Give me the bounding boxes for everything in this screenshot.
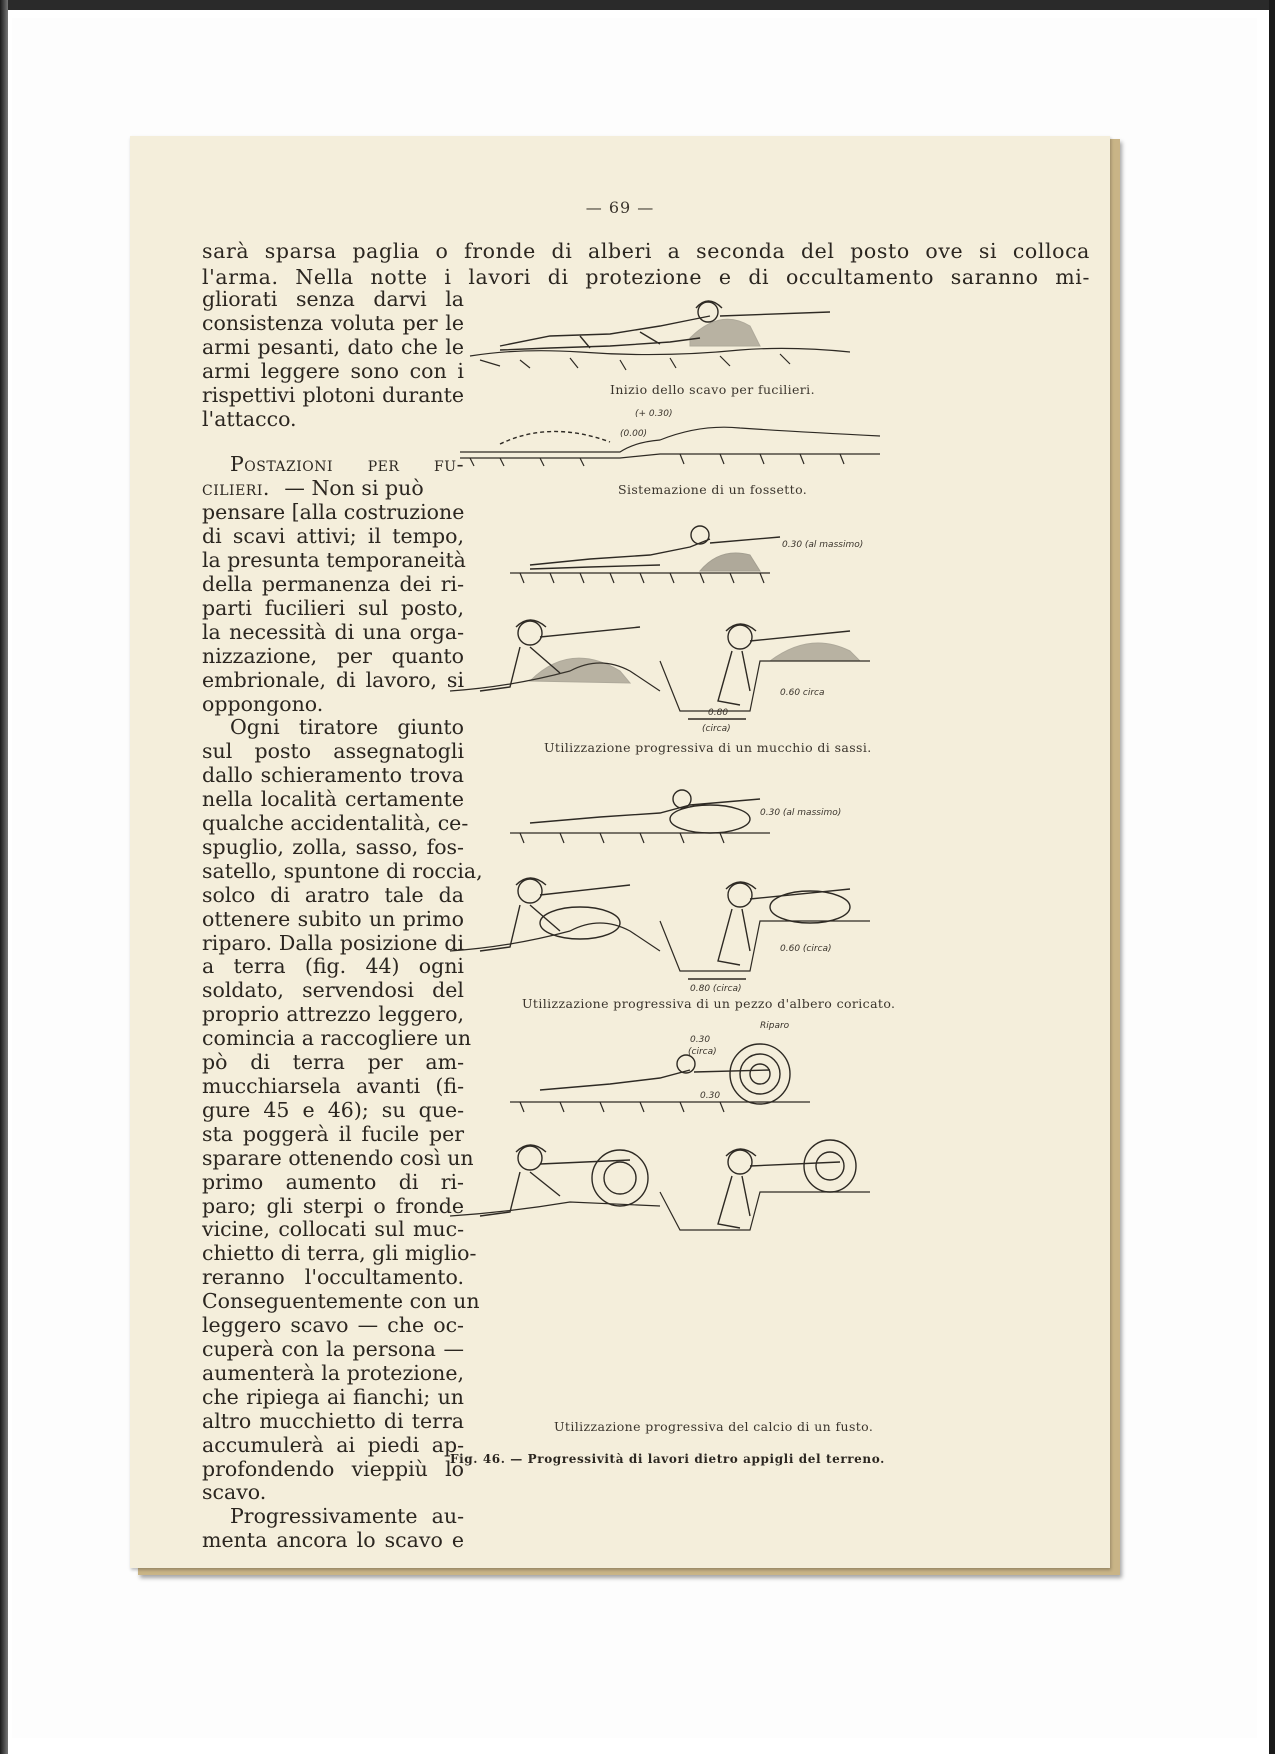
text-line: la necessità di una orga- [202,619,464,644]
figure-stones-progressive [450,591,870,741]
figure-prone-mound [510,511,870,591]
text-line: consistenza voluta per le [202,310,464,335]
text-line: pò di terra per am- [202,1050,464,1075]
text-line: parti fucilieri sul posto, [202,595,464,620]
text-line: aumenterà la protezione, [202,1360,464,1385]
text-line: Progressivamente au- [230,1504,464,1529]
text-line: satello, spuntone di roccia, [202,858,483,883]
text-line: solco di aratro tale da [202,882,464,907]
annotation: 0.30 (al massimo) [760,808,842,818]
text-line: profondendo vieppiù lo [202,1456,464,1481]
text-line: proprio attrezzo leggero, [202,1002,464,1027]
left-text-column [202,287,483,1553]
annotation: (0.00) [620,429,648,439]
text-line: vicine, collocati sul muc- [202,1217,464,1242]
text-line: a terra (fig. 44) ogni [202,954,464,979]
annotation: 0.30 [700,1091,721,1101]
figure-caption: Sistemazione di un fossetto. [618,482,808,497]
text-line: qualche accidentalità, ce- [202,811,469,836]
scanner-edge-left [0,0,8,1754]
text-line: riparo. Dalla posizione di [202,930,464,955]
text-line: l'arma. Nella notte i lavori di protezione e di occultamento saranno mi- [202,265,1090,289]
annotation: 0.30 [690,1035,711,1045]
text-line: la presunta temporaneità [202,548,466,573]
text-line: comincia a raccogliere un [202,1026,472,1051]
text-line: embrionale, di lavoro, si [202,667,464,692]
text-line: armi leggere sono con i [202,358,464,383]
text-line: dallo schieramento trova [202,763,464,788]
text-line: mucchiarsela avanti (fi- [202,1074,464,1098]
section-heading-cont: cilieri. [202,476,270,501]
text-line: accumulerà ai piedi ap- [202,1432,464,1457]
section-heading: Postazioni per fu- [230,452,464,477]
text-line: spuglio, zolla, sasso, fos- [202,834,464,859]
text-line: leggero scavo — che oc- [202,1313,464,1338]
figure-caption: Utilizzazione progressiva di un pezzo d'albero coricato. [522,996,896,1011]
scanner-edge-right [1269,0,1275,1754]
text-line: gliorati senza darvi la [202,287,464,311]
text-line: oppongono. [202,691,324,716]
full-width-text [202,238,1090,290]
text-line: l'attacco. [202,406,297,431]
scanner-edge-top [0,0,1275,10]
text-line: pensare [alla costruzione [202,500,465,525]
text-line: — Non si può [284,476,424,501]
page-number: — 69 — [585,198,655,217]
book-page [130,136,1110,1568]
text-line: cuperà con la persona — [202,1336,464,1361]
figure-prone-stump [510,1016,870,1126]
text-line: sul posto assegnatogli [202,739,464,764]
text-line: soldato, servendosi del [202,978,464,1003]
text-line: chietto di terra, gli miglio- [202,1241,477,1266]
text-line: sparare ottenendo così un [202,1145,474,1170]
text-line: menta ancora lo scavo e [202,1528,464,1553]
text-line: Conseguentemente con un [202,1289,480,1314]
figure-prone-digging [460,286,860,386]
figure-caption: Utilizzazione progressiva del calcio di un fusto. [554,1419,874,1434]
annotation: (circa) [688,1047,717,1057]
text-line: nella località certamente [202,787,464,812]
text-line: nizzazione, per quanto [202,643,464,668]
text-line: paro; gli sterpi o fronde [202,1193,464,1218]
figure-caption: Inizio dello scavo per fucilieri. [610,382,815,397]
text-line: scavo. [202,1480,267,1505]
annotation: (+ 0.30) [635,409,673,419]
figure-prone-log [510,771,870,851]
text-line: Ogni tiratore giunto [230,715,464,740]
annotation: 0.60 (circa) [780,944,832,954]
text-line: che ripiega ai fianchi; un [202,1384,464,1409]
text-line: ottenere subito un primo [202,906,464,931]
annotation: 0.30 (al massimo) [782,540,864,550]
annotation: 0.80 [708,708,729,718]
figure-title: Fig. 46. — Progressività di lavori dietro appigli del terreno. [450,1452,885,1466]
annotation: 0.60 circa [780,688,825,698]
text-line: sarà sparsa paglia o fronde di alberi a seconda del posto ove si colloca [202,239,1090,263]
figure-caption: Utilizzazione progressiva di un mucchio di sassi. [544,740,872,755]
text-line: gure 45 e 46); su que- [202,1097,464,1122]
figure-ditch-profile [460,406,880,476]
annotation: (circa) [702,724,731,734]
text-line: di scavi attivi; il tempo, [202,524,464,549]
text-line: armi pesanti, dato che le [202,334,464,359]
annotation: 0.80 (circa) [690,984,742,994]
text-line: reranno l'occultamento. [202,1265,464,1290]
text-line: della permanenza dei ri- [202,571,464,596]
text-line: sta poggerà il fucile per [202,1121,464,1146]
figure-log-progressive [450,851,870,1001]
figure-stump-progressive [450,1126,870,1236]
annotation: Riparo [760,1021,790,1031]
text-line: primo aumento di ri- [202,1169,464,1194]
text-line: altro mucchietto di terra [202,1408,464,1433]
text-line: rispettivi plotoni durante [202,382,464,407]
